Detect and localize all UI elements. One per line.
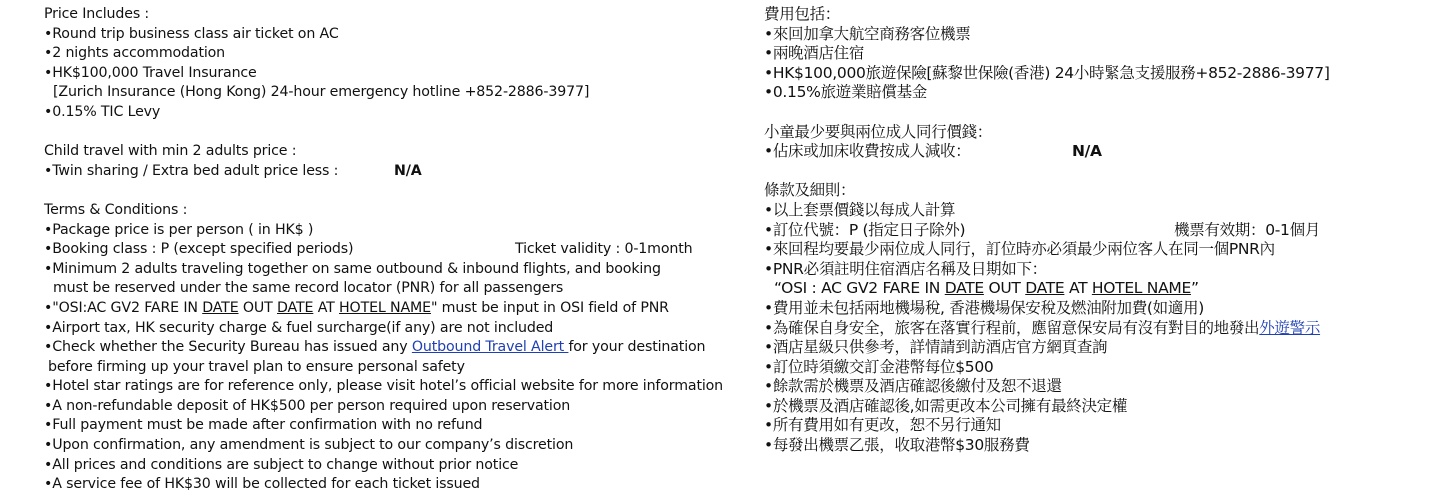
zh-terms-min-adults: •來回程均要最少兩位成人同行，訂位時亦必須最少兩位客人在同一個PNR內 xyxy=(764,240,1275,259)
zh-terms-hotel-star: •酒店星級只供參考，詳情請到訪酒店官方網頁查詢 xyxy=(764,338,1108,357)
zh-osi-hotel-name: HOTEL NAME xyxy=(1091,279,1191,298)
terms-heading: Terms & Conditions : xyxy=(44,201,188,218)
terms-booking-class: •Booking class : P (except specified periods) xyxy=(44,241,354,258)
zh-child-price-heading: 小童最少要與兩位成人同行價錢： xyxy=(764,122,993,141)
terms-osi: •"OSI:AC GV2 FARE IN DATE OUT DATE AT HOTEL NAME" must be input in OSI field of PNR xyxy=(44,299,669,316)
zh-terms-heading: 條款及細則： xyxy=(764,181,856,200)
osi-date-in: DATE xyxy=(202,299,239,316)
includes-item-tic-levy: •0.15% TIC Levy xyxy=(44,103,161,120)
zh-terms-airport-tax: •費用並未包括兩地機場稅, 香港機場保安稅及燃油附加費(如適用) xyxy=(764,298,1204,317)
zh-terms-amendment: •於機票及酒店確認後,如需更改本公司擁有最終決定權 xyxy=(764,396,1128,415)
terms-amendment: •Upon confirmation, any amendment is subject to our company’s discretion xyxy=(44,437,574,454)
zh-includes-item-tic: •0.15%旅遊業賠償基金 xyxy=(764,83,927,102)
terms-min-adults-2: must be reserved under the same record locator (PNR) for all passengers xyxy=(53,280,564,297)
zh-includes-item-accommodation: •兩晚酒店住宿 xyxy=(764,44,865,63)
zh-child-price-value: N/A xyxy=(1072,142,1102,161)
terms-package-price: •Package price is per person ( in HK$ ) xyxy=(44,221,314,238)
child-price-value: N/A xyxy=(394,162,422,179)
child-price-heading: Child travel with min 2 adults price : xyxy=(44,143,297,160)
terms-hotel-star: •Hotel star ratings are for reference only, please visit hotel’s official website for more information xyxy=(44,378,724,395)
zh-includes-item-insurance: •HK$100,000旅遊保險[蘇黎世保險(香港) 24小時緊急支援服務+852-2886-3977] xyxy=(764,63,1330,82)
terms-security-check-2: before firming up your travel plan to ensure personal safety xyxy=(48,358,465,375)
osi-hotel-name: HOTEL NAME xyxy=(339,299,431,316)
zh-terms-package-price: •以上套票價錢以每成人計算 xyxy=(764,200,956,219)
zh-terms-booking-code: •訂位代號：P (指定日子除外) xyxy=(764,220,966,239)
price-includes-heading: Price Includes : xyxy=(44,6,150,22)
includes-item-air-ticket: •Round trip business class air ticket on AC xyxy=(44,25,339,42)
zh-price-includes-heading: 費用包括： xyxy=(764,5,841,23)
zh-child-price-label: •佔床或加床收費按成人減收： xyxy=(764,142,971,161)
osi-date-out: DATE xyxy=(277,299,314,316)
zh-terms-security: •為確保自身安全，旅客在落實行程前，應留意保安局有沒有對目的地發出外遊警示 xyxy=(764,318,1321,337)
terms-booking-class-row xyxy=(44,240,750,260)
zh-child-price-item xyxy=(764,142,1424,162)
chinese-column xyxy=(764,5,1424,456)
zh-terms-service-fee: •每發出機票乙張，收取港幣$30服務費 xyxy=(764,436,1030,455)
terms-ticket-validity: Ticket validity : 0-1month xyxy=(515,241,693,258)
terms-deposit: •A non-refundable deposit of HK$500 per person required upon reservation xyxy=(44,397,571,414)
zh-osi-date-out: DATE xyxy=(1025,279,1065,298)
zh-terms-balance: •餘款需於機票及酒店確認後繳付及恕不退還 xyxy=(764,377,1062,396)
outbound-travel-alert-link[interactable]: Outbound Travel Alert xyxy=(411,339,569,356)
terms-prices-change: •All prices and conditions are subject to change without prior notice xyxy=(44,456,519,473)
zh-terms-booking-code-row xyxy=(764,221,1424,241)
zh-terms-deposit: •訂位時須繳交訂金港幣每位$500 xyxy=(764,357,994,376)
zh-terms-prices-change: •所有費用如有更改，恕不另行通知 xyxy=(764,416,1001,435)
terms-full-payment: •Full payment must be made after confirmation with no refund xyxy=(44,417,483,434)
includes-item-accommodation: •2 nights accommodation xyxy=(44,45,226,62)
zh-outbound-travel-alert-link[interactable]: 外遊警示 xyxy=(1259,318,1321,337)
includes-item-insurance-hotline: [Zurich Insurance (Hong Kong) 24-hour emergency hotline +852-2886-3977] xyxy=(53,84,590,101)
zh-osi-date-in: DATE xyxy=(944,279,984,298)
terms-service-fee: •A service fee of HK$30 will be collected for each ticket issued xyxy=(44,476,480,493)
terms-security-check: •Check whether the Security Bureau has issued any Outbound Travel Alert for your destination xyxy=(44,339,706,356)
english-column xyxy=(44,5,750,495)
zh-terms-pnr-note: •PNR必須註明住宿酒店名稱及日期如下： xyxy=(764,259,1047,278)
zh-includes-item-air-ticket: •來回加拿大航空商務客位機票 xyxy=(764,24,971,43)
child-price-label: •Twin sharing / Extra bed adult price less : xyxy=(44,162,339,179)
zh-terms-osi: “OSI : AC GV2 FARE IN DATE OUT DATE AT HOTEL NAME” xyxy=(774,279,1199,298)
terms-airport-tax: •Airport tax, HK security charge & fuel surcharge(if any) are not included xyxy=(44,319,554,336)
child-price-item xyxy=(44,162,750,182)
includes-item-insurance: •HK$100,000 Travel Insurance xyxy=(44,64,257,81)
terms-min-adults-1: •Minimum 2 adults traveling together on same outbound & inbound flights, and booking xyxy=(44,260,661,277)
zh-terms-ticket-validity: 機票有效期：0-1個月 xyxy=(1174,220,1321,239)
